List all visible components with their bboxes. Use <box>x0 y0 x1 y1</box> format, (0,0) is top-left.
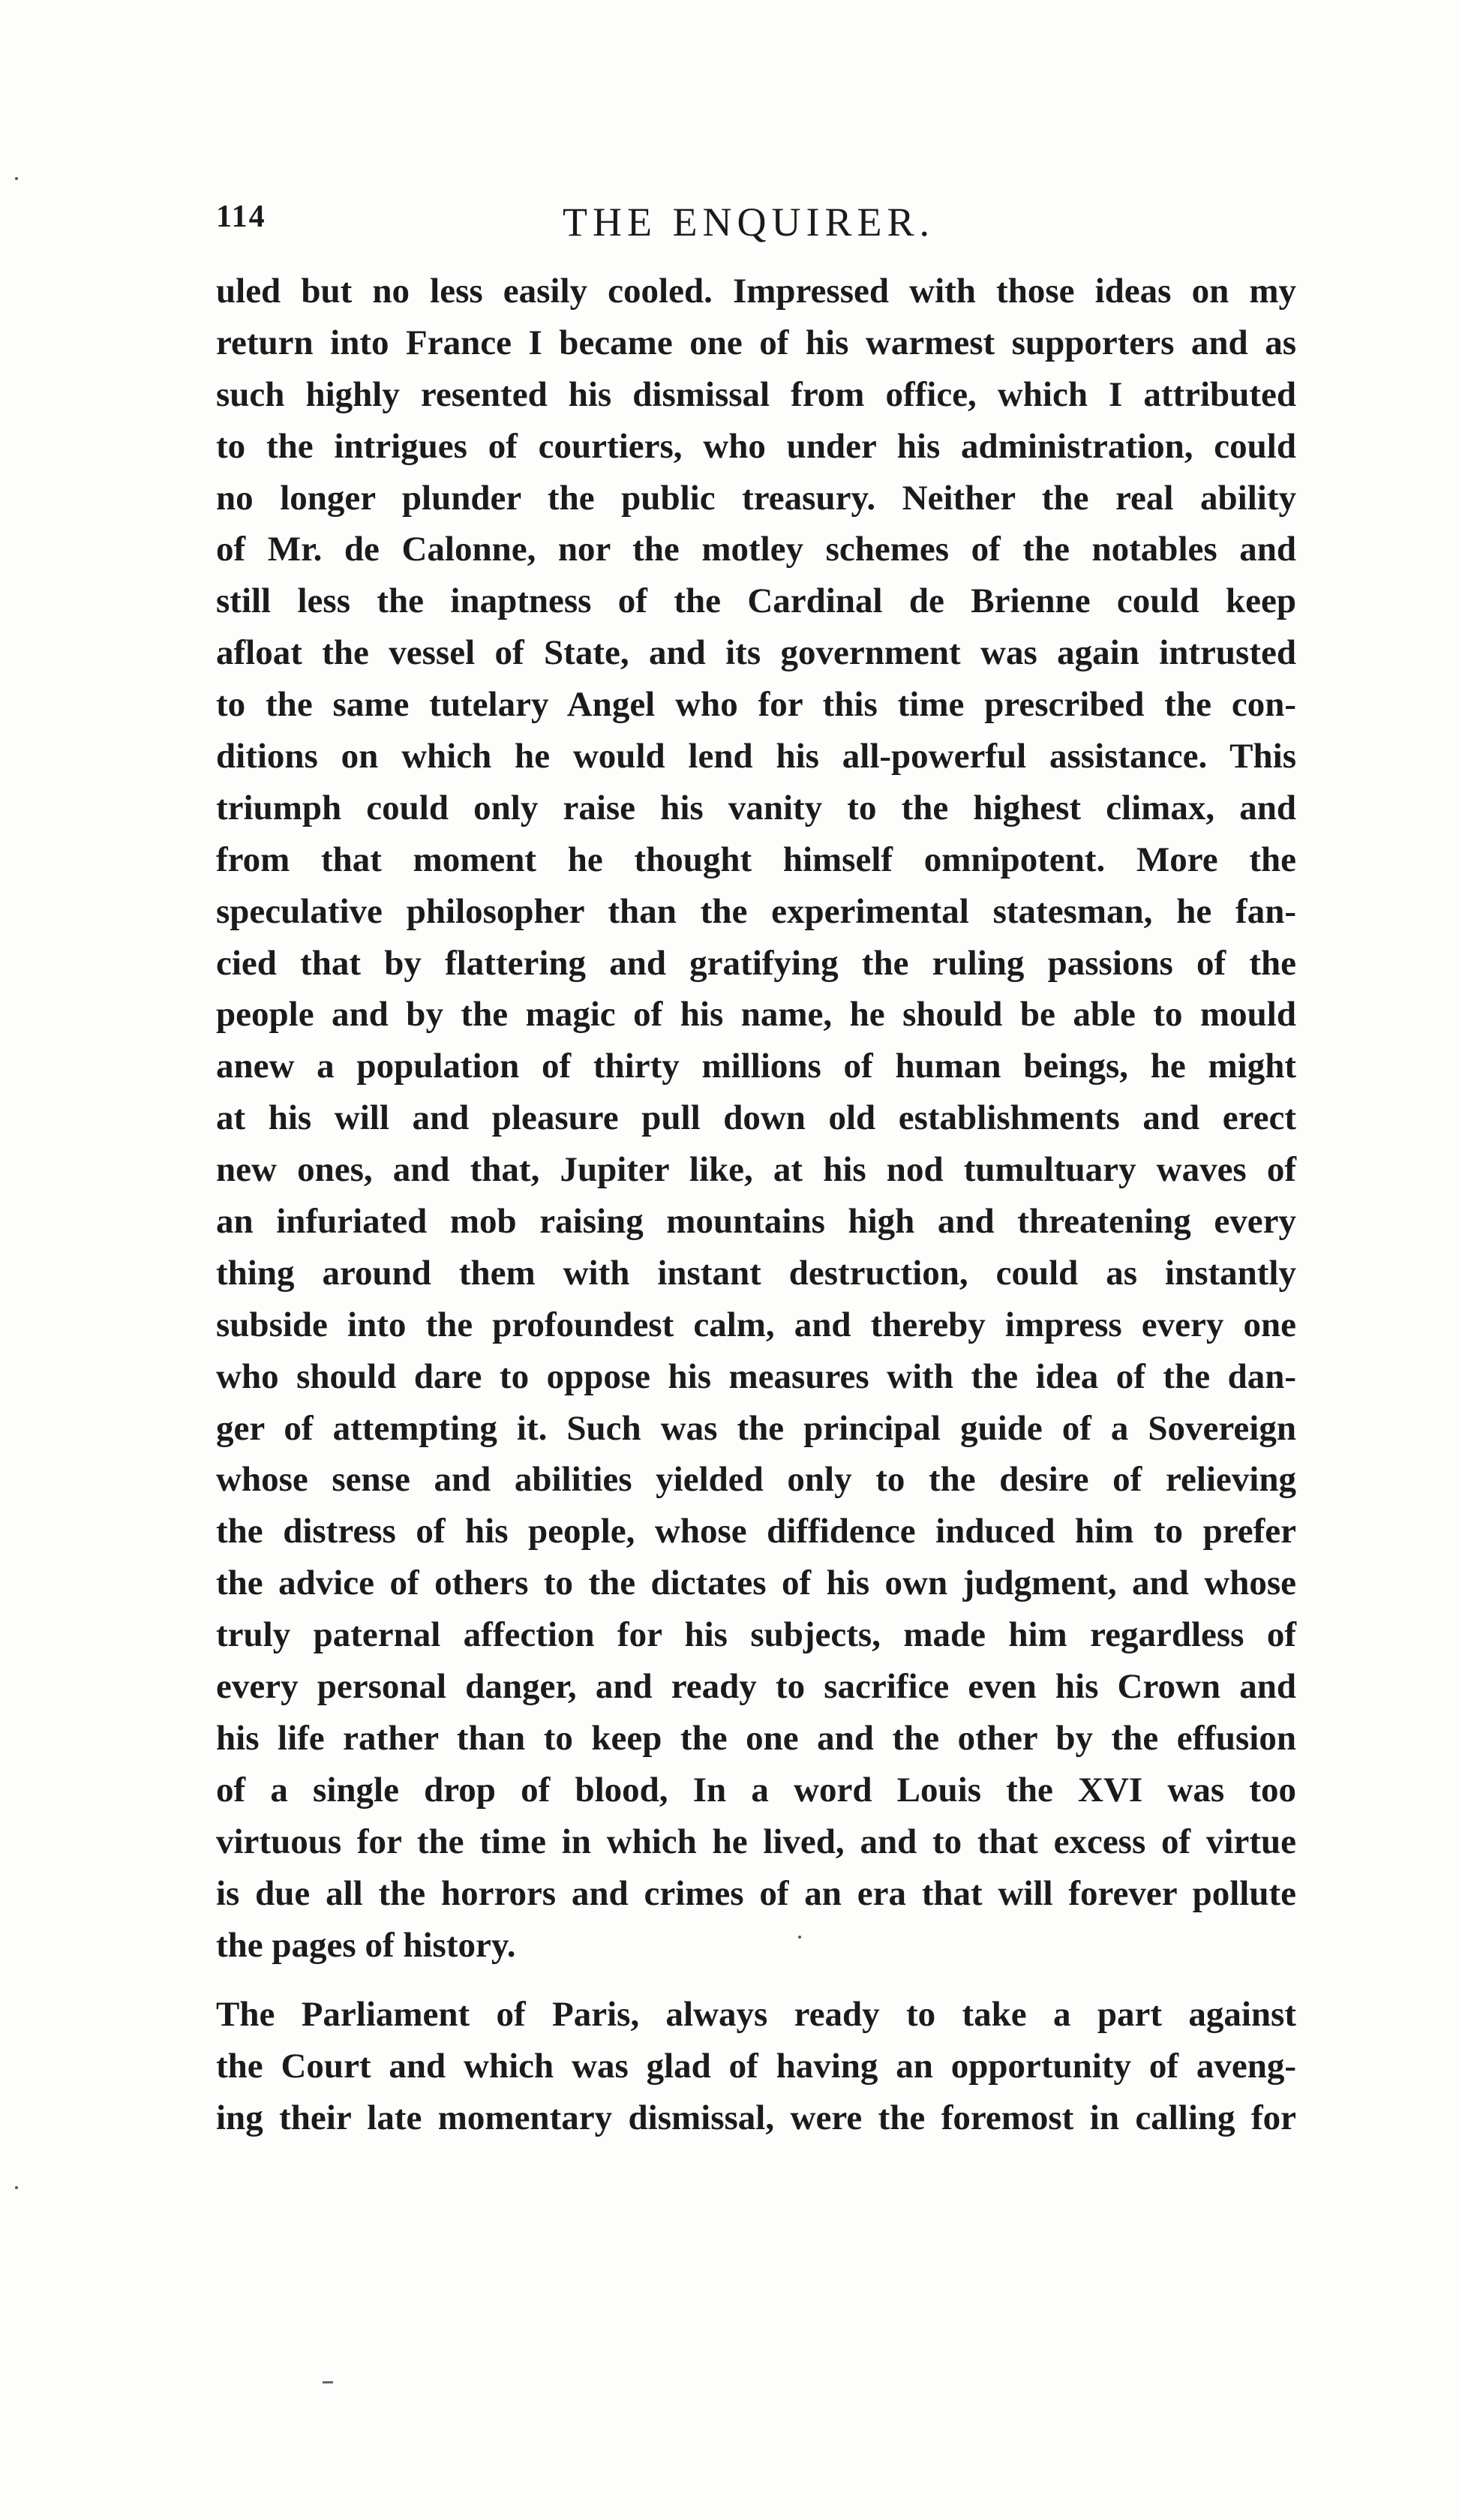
margin-speck <box>15 177 18 180</box>
text-line: virtuous for the time in which he lived, and to that excess of virtue <box>216 1822 1296 1861</box>
margin-speck <box>15 2186 18 2189</box>
text-line: the Court and which was glad of having an opportunity of aveng- <box>216 2047 1296 2086</box>
margin-speck <box>323 2381 333 2383</box>
text-line: cied that by flattering and gratifying the ruling passions of the <box>216 943 1296 983</box>
text-line: uled but no less easily cooled. Impressed with those ideas on my <box>216 272 1296 311</box>
text-line: triumph could only raise his vanity to the highest climax, and <box>216 788 1296 827</box>
text-line: return into France I became one of his warmest supporters and as <box>216 323 1296 362</box>
text-line: ger of attempting it. Such was the principal guide of a Sovereign <box>216 1408 1296 1448</box>
running-head: THE ENQUIRER. <box>563 200 935 245</box>
text-line: subside into the profoundest calm, and thereby impress every one <box>216 1305 1296 1344</box>
text-line: every personal danger, and ready to sacrifice even his Crown and <box>216 1667 1296 1707</box>
text-line: of a single drop of blood, In a word Louis the XVI was too <box>216 1770 1296 1810</box>
text-line: truly paternal affection for his subjects, made him regardless of <box>216 1615 1296 1655</box>
text-line: ing their late momentary dismissal, were the foremost in calling for <box>216 2098 1296 2138</box>
text-line: anew a population of thirty millions of human beings, he might <box>216 1047 1296 1086</box>
text-line: of Mr. de Calonne, nor the motley schemes of the notables and <box>216 530 1296 569</box>
text-line: speculative philosopher than the experimental statesman, he fan- <box>216 891 1296 931</box>
text-line: the distress of his people, whose diffidence induced him to prefer <box>216 1512 1296 1551</box>
text-line: the advice of others to the dictates of his own judgment, and whose <box>216 1563 1296 1603</box>
text-line: new ones, and that, Jupiter like, at his nod tumultuary waves of <box>216 1150 1296 1190</box>
text-line: at his will and pleasure pull down old establishments and erect <box>216 1098 1296 1138</box>
text-line: to the intrigues of courtiers, who under his administration, could <box>216 426 1296 466</box>
text-line: from that moment he thought himself omnipotent. More the <box>216 839 1296 879</box>
text-line: an infuriated mob raising mountains high and threatening every <box>216 1202 1296 1242</box>
text-line: the pages of history. <box>216 1925 516 1965</box>
page-header <box>216 199 1296 251</box>
text-line: still less the inaptness of the Cardinal de Brienne could keep <box>216 581 1296 621</box>
paragraph <box>216 1989 1296 2144</box>
text-line: to the same tutelary Angel who for this time prescribed the con- <box>216 685 1296 725</box>
text-line: his life rather than to keep the one and the other by the effusion <box>216 1718 1296 1758</box>
text-line: whose sense and abilities yielded only to the desire of relieving <box>216 1460 1296 1500</box>
text-line: thing around them with instant destruction, could as instantly <box>216 1253 1296 1293</box>
text-line: no longer plunder the public treasury. Neither the real ability <box>216 478 1296 518</box>
page-number: 114 <box>216 200 266 234</box>
text-line: such highly resented his dismissal from office, which I attributed <box>216 374 1296 414</box>
text-line: who should dare to oppose his measures with the idea of the dan- <box>216 1356 1296 1396</box>
text-line: people and by the magic of his name, he should be able to mould <box>216 995 1296 1035</box>
text-line: afloat the vessel of State, and its government was again intrusted <box>216 633 1296 673</box>
text-line: ditions on which he would lend his all-powerful assistance. This <box>216 737 1296 776</box>
paragraph <box>216 266 1296 1971</box>
text-line: The Parliament of Paris, always ready to take a part against <box>216 1995 1296 2035</box>
body-text <box>216 266 1296 2144</box>
text-line: is due all the horrors and crimes of an era that will forever pollute <box>216 1873 1296 1913</box>
